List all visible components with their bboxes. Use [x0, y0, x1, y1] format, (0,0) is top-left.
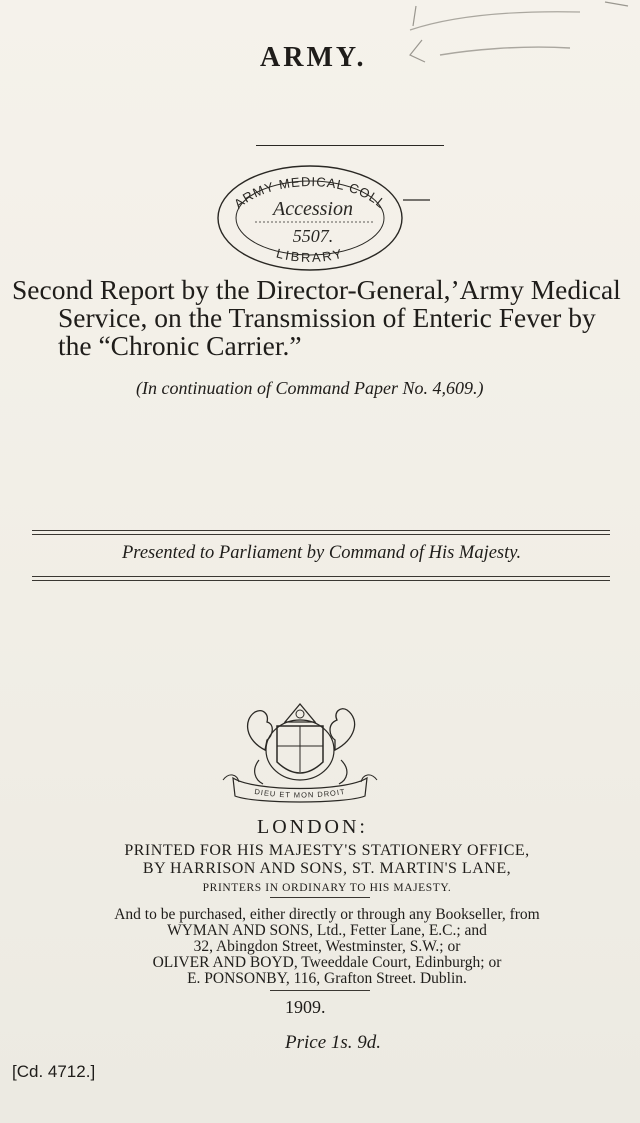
stamp-ring-bottom: LIBRARY — [274, 245, 346, 266]
printer-line-1: PRINTED FOR HIS MAJESTY'S STATIONERY OFFICE, — [124, 842, 530, 859]
report-title — [12, 276, 636, 360]
section-heading: ARMY. — [260, 42, 367, 73]
imprint-rule-2 — [270, 990, 370, 991]
continuation-note: (In continuation of Command Paper No. 4,609.) — [136, 378, 484, 398]
bookseller-line-2: WYMAN AND SONS, Ltd., Fetter Lane, E.C.; and — [167, 922, 487, 939]
printer-line-2: BY HARRISON AND SONS, ST. MARTIN'S LANE, — [142, 860, 512, 877]
royal-arms-crest — [215, 700, 385, 812]
bookseller-line-1: And to be purchased, either directly or through any Bookseller, from — [114, 906, 540, 923]
stamp-ring-top: ARMY MEDICAL COLL — [231, 174, 390, 212]
price: Price 1s. 9d. — [285, 1032, 382, 1053]
bookseller-line-5: E. PONSONBY, 116, Grafton Street. Dublin. — [187, 970, 467, 987]
divider-lower — [32, 576, 610, 581]
bookseller-line-4: OLIVER AND BOYD, Tweeddale Court, Edinburgh; or — [152, 954, 502, 971]
bookseller-line-3: 32, Abingdon Street, Westminster, S.W.; or — [193, 938, 461, 955]
publication-year: 1909. — [285, 997, 326, 1017]
bookseller-block — [32, 907, 622, 987]
library-stamp — [175, 160, 445, 278]
imprint-city: LONDON: — [257, 816, 368, 838]
stamp-handwritten-accession: Accession — [273, 198, 353, 220]
stamp-handwritten-number: 5507. — [292, 226, 334, 246]
title-line-1: Second Report by the Director-General,’Army Medical — [12, 274, 621, 305]
crest-motto: DIEU ET MON DROIT — [253, 786, 347, 800]
presented-line: Presented to Parliament by Command of His Majesty. — [122, 543, 522, 563]
top-rule — [256, 145, 444, 146]
imprint-rule-1 — [270, 897, 370, 898]
pencil-marks — [380, 0, 640, 90]
printer-block — [32, 842, 622, 897]
command-paper-reference: [Cd. 4712.] — [12, 1062, 96, 1081]
printer-line-3: PRINTERS IN ORDINARY TO HIS MAJESTY. — [202, 882, 452, 894]
title-line-2: Service, on the Transmission of Enteric Fever by — [58, 302, 596, 333]
svg-text:LIBRARY — [275, 245, 345, 265]
title-line-3: the “Chronic Carrier.” — [58, 330, 302, 361]
divider-upper — [32, 530, 610, 535]
